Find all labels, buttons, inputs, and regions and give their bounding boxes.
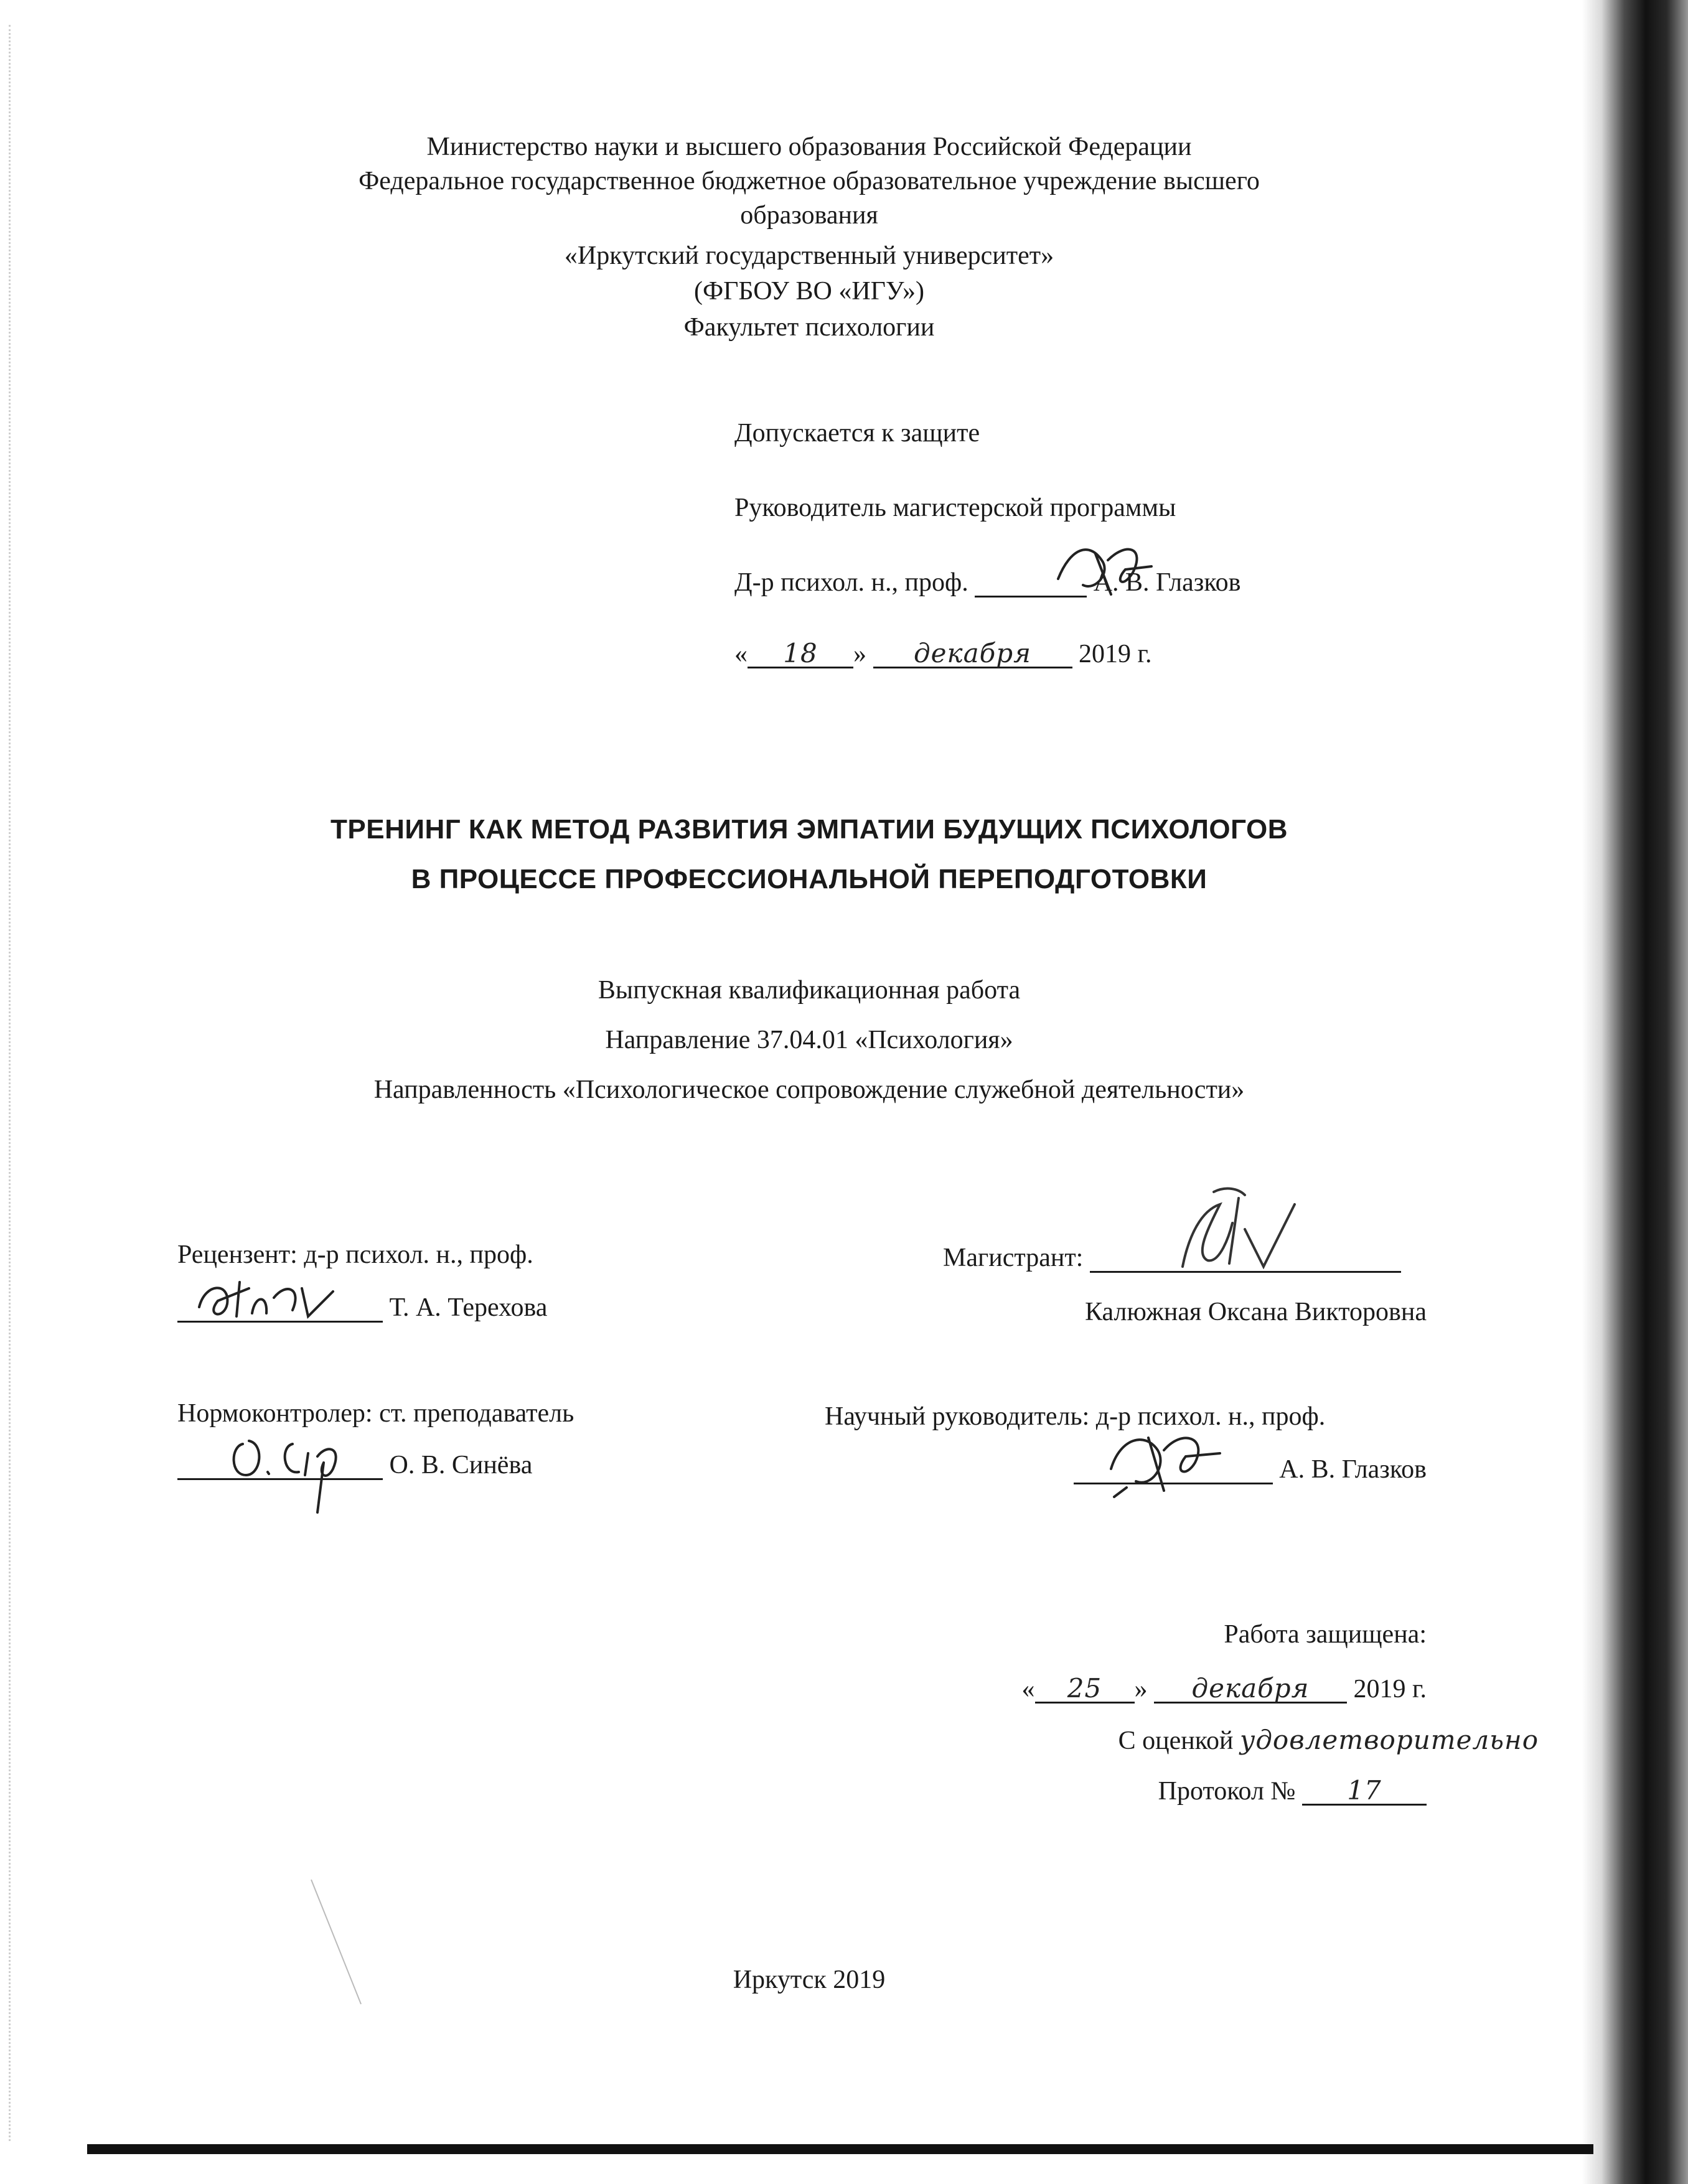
admitted-label: Допускается к защите: [734, 419, 980, 448]
supervisor-signature: [1102, 1419, 1226, 1500]
program-head-degree: Д-р психол. н., проф.: [734, 568, 968, 597]
thesis-title-line-2: В ПРОЦЕССЕ ПРОФЕССИОНАЛЬНОЙ ПЕРЕПОДГОТОВКИ: [411, 864, 1207, 894]
student-signature: [1170, 1186, 1307, 1279]
approval-open-quote: «: [734, 640, 748, 668]
protocol-label: Протокол №: [1158, 1777, 1296, 1806]
normcontrol-signature: [224, 1419, 367, 1519]
grade-label: С оценкой: [1118, 1727, 1234, 1755]
defense-open-quote: «: [1021, 1675, 1035, 1704]
work-focus: Направленность «Психологическое сопровождение служебной деятельности»: [373, 1076, 1245, 1104]
protocol-line: [1158, 1775, 1427, 1808]
defense-date-line: [1022, 1673, 1427, 1706]
approval-close-quote: »: [853, 640, 866, 668]
defense-year: 2019 г.: [1353, 1675, 1427, 1704]
program-head-role: Руководитель магистерской программы: [734, 494, 1176, 522]
defense-month: декабря: [1154, 1675, 1347, 1704]
university-abbreviation: (ФГБОУ ВО «ИГУ»): [693, 277, 925, 306]
defense-label: Работа защищена:: [1224, 1620, 1427, 1649]
approval-date-line: [734, 638, 1152, 671]
faculty-name: Факультет психологии: [683, 313, 935, 342]
grade-value: удовлетворительно: [1239, 1725, 1539, 1755]
ministry-line: Министерство науки и высшего образования Российской Федерации: [426, 133, 1192, 161]
scan-mark: [305, 1873, 380, 2017]
normcontrol-label: Нормоконтролер: ст. преподаватель: [177, 1399, 574, 1428]
defense-grade-line: [1118, 1724, 1539, 1758]
reviewer-signature: [193, 1270, 342, 1326]
student-label: Магистрант:: [943, 1244, 1084, 1272]
institution-line-2: образования: [740, 201, 878, 230]
protocol-value: 17: [1302, 1778, 1427, 1806]
defense-day: 25: [1035, 1675, 1135, 1704]
approval-year: 2019 г.: [1079, 640, 1152, 668]
work-type: Выпускная квалификационная работа: [598, 976, 1021, 1005]
approval-month: декабря: [873, 640, 1072, 668]
work-direction: Направление 37.04.01 «Психология»: [605, 1026, 1013, 1054]
supervisor-name: А. В. Глазков: [1279, 1455, 1427, 1484]
supervisor-label: Научный руководитель: д-р психол. н., проф.: [825, 1402, 1326, 1431]
approval-day: 18: [748, 640, 853, 668]
program-head-name: А. В. Глазков: [1093, 568, 1241, 597]
city-year: Иркутск 2019: [733, 1966, 886, 1994]
university-name: «Иркутский государственный университет»: [564, 241, 1054, 270]
reviewer-label: Рецензент: д-р психол. н., проф.: [177, 1240, 533, 1269]
scan-bottom-edge: [87, 2144, 1593, 2154]
thesis-title-line-1: ТРЕНИНГ КАК МЕТОД РАЗВИТИЯ ЭМПАТИИ БУДУЩИХ ПСИХОЛОГОВ: [331, 814, 1288, 845]
defense-close-quote: »: [1134, 1675, 1148, 1704]
program-head-signature-line: [734, 566, 1240, 599]
institution-line-1: Федеральное государственное бюджетное образовательное учреждение высшего: [359, 167, 1260, 195]
student-name: Калюжная Оксана Викторовна: [1085, 1298, 1427, 1326]
program-head-signature: [1052, 535, 1158, 604]
reviewer-name: Т. А. Терехова: [389, 1293, 548, 1322]
normcontrol-name: О. В. Синёва: [389, 1451, 533, 1479]
